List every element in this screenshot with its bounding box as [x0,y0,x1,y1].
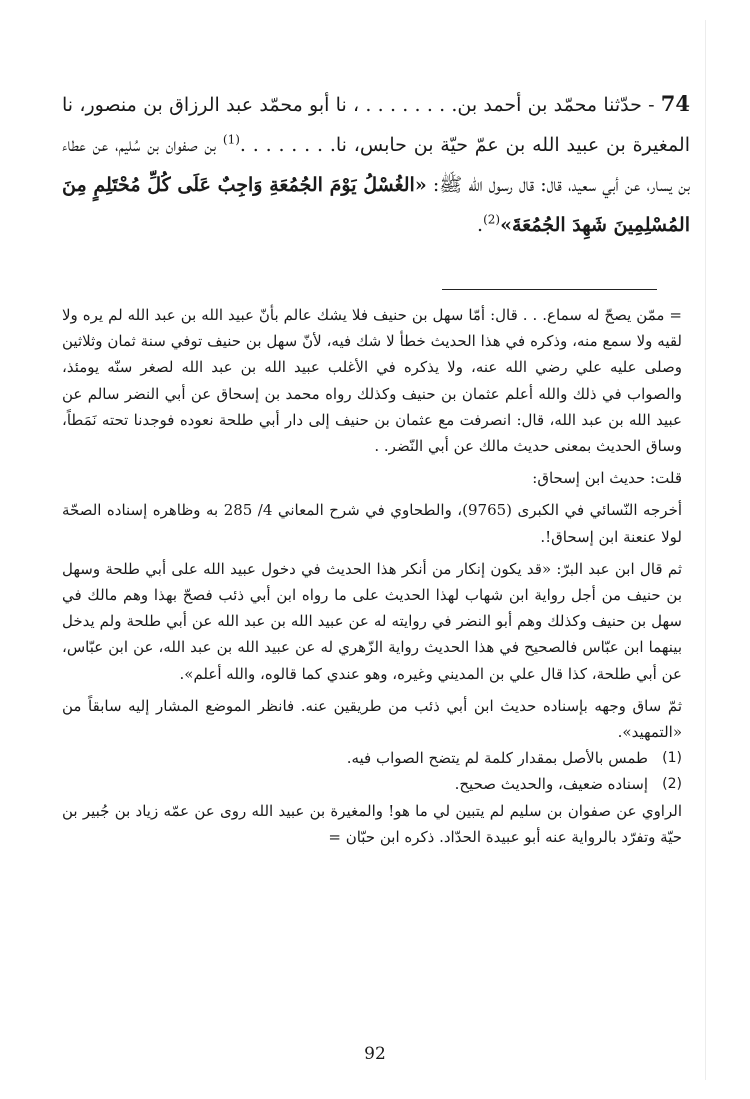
isnad-text-1: - حدّثنا محمّد بن أحمد بن. . . . . . . . ، نا أبو محمّد عبد الرزاق بن منصور، نا المغيرة بن عبيد الله بن عمّ حيّة بن حابس، نا. . . . . . . . [62,94,690,156]
hadith-matn: «الغُسْلُ يَوْمَ الجُمُعَةِ وَاجِبٌ عَلَى كُلِّ مُحْتَلِمٍ مِنَ المُسْلِمِينَ شَهِدَ الجُمُعَةَ» [62,174,690,236]
hadith-main-text [62,84,690,245]
footnote-text: طمس بالأصل بمقدار كلمة لم يتضح الصواب فيه. [346,749,648,768]
isnad-text-2: بن صفوان بن سُليم، عن عطاء بن يسار، عن أبي سعيد، قال: قال رسول الله ﷺ: [62,134,690,196]
end-punctuation: . [477,214,484,236]
hadith-paragraph [62,84,690,245]
note-paragraph-5: ثمّ ساق وجهه بإسناده حديث ابن أبي ذئب من طريقين عنه. فانظر الموضع المشار إليه سابقاً من «التمهيد». [62,696,682,742]
continuation-mark: = [669,306,682,324]
footnote-number: (2) [662,776,682,793]
note-final-paragraph: الراوي عن صفوان بن سليم لم يتبين لي ما هو! والمغيرة بن عبيد الله روى عن عمّه زياد بن جُبير بن حيّة وتفرّد بالرواية عنه أبو عبيدة الحدّاد. ذكره ابن حبّان = [62,801,682,846]
note-paragraph-4: ثم قال ابن عبد البرّ: «قد يكون إنكار من أنكر هذا الحديث في دخول عبيد الله على أبي طلحة وسهل بن حنيف من أجل رواية ابن شهاب لهذا الحديث على ما رواه ابن أبي ذئب فصحّ بهذا وهم مالك في سهل بن حنيف وكذلك وهم أبو النضر في روايته له عن عبيد الله بن عبد الله عن أبي طلحة ولم يدخل بينهما ابن عبّاس فالصحيح في هذا الحديث رواية الزّهري له عن عبيد الله بن عبد الله، عن ابن عبّاس، عن أبي طلحة، كذا قال علي بن المديني وغيره، وهو عندي كما قالوه، والله أعلم». [62,559,682,683]
note-paragraph-2: قلت: حديث ابن إسحاق: [532,469,682,488]
note-paragraph-1: = ممّن يصحّ له سماع. . . قال: أمّا سهل بن حنيف فلا يشك عالم بأنّ عبيد الله بن عبد الله لم يره ولا لقيه ولا سمع منه، وذكره في هذا الحديث خطأ لا شك فيه، لأنّ سهل بن حنيف توفي سنة ثمان وثلاثين وصلى عليه علي رضي الله عنه، ولا يذكره في الأغلب عبيد الله بن عبد الله لصغر سنّه يومئذ، والصواب في ذلك والله أعلم عثمان بن حنيف وكذلك رواه محمد بن إسحاق عن أبي النضر سالم عن عبيد الله بن عبد الله، قال: انصرفت مع عثمان بن حنيف إلى دار أبي طلحة نعوده فوجدنا تحته نَمَطاً، وساق الحديث بمعنى حديث مالك عن أبي النّضر. . [62,306,682,456]
footnote-item-1 [62,745,682,771]
footnotes-section [62,302,682,850]
hadith-number: 74 [660,91,690,116]
footnote-ref-1: (1) [222,132,240,147]
footnote-item-2 [62,771,682,797]
footnote-separator [442,289,657,290]
footnote-ref-2: (2) [483,212,501,227]
footnote-number: (1) [662,750,682,767]
page-number: 92 [364,1044,386,1064]
note-paragraph-3: أخرجه النّسائي في الكبرى (9765)، والطحاوي في شرح المعاني 4/ 285 به وظاهره إسناده الصحّة لولا عنعنة ابن إسحاق!. [62,501,683,546]
page-edge-line [705,20,706,1080]
footnote-text: إسناده ضعيف، والحديث صحيح. [454,775,648,794]
